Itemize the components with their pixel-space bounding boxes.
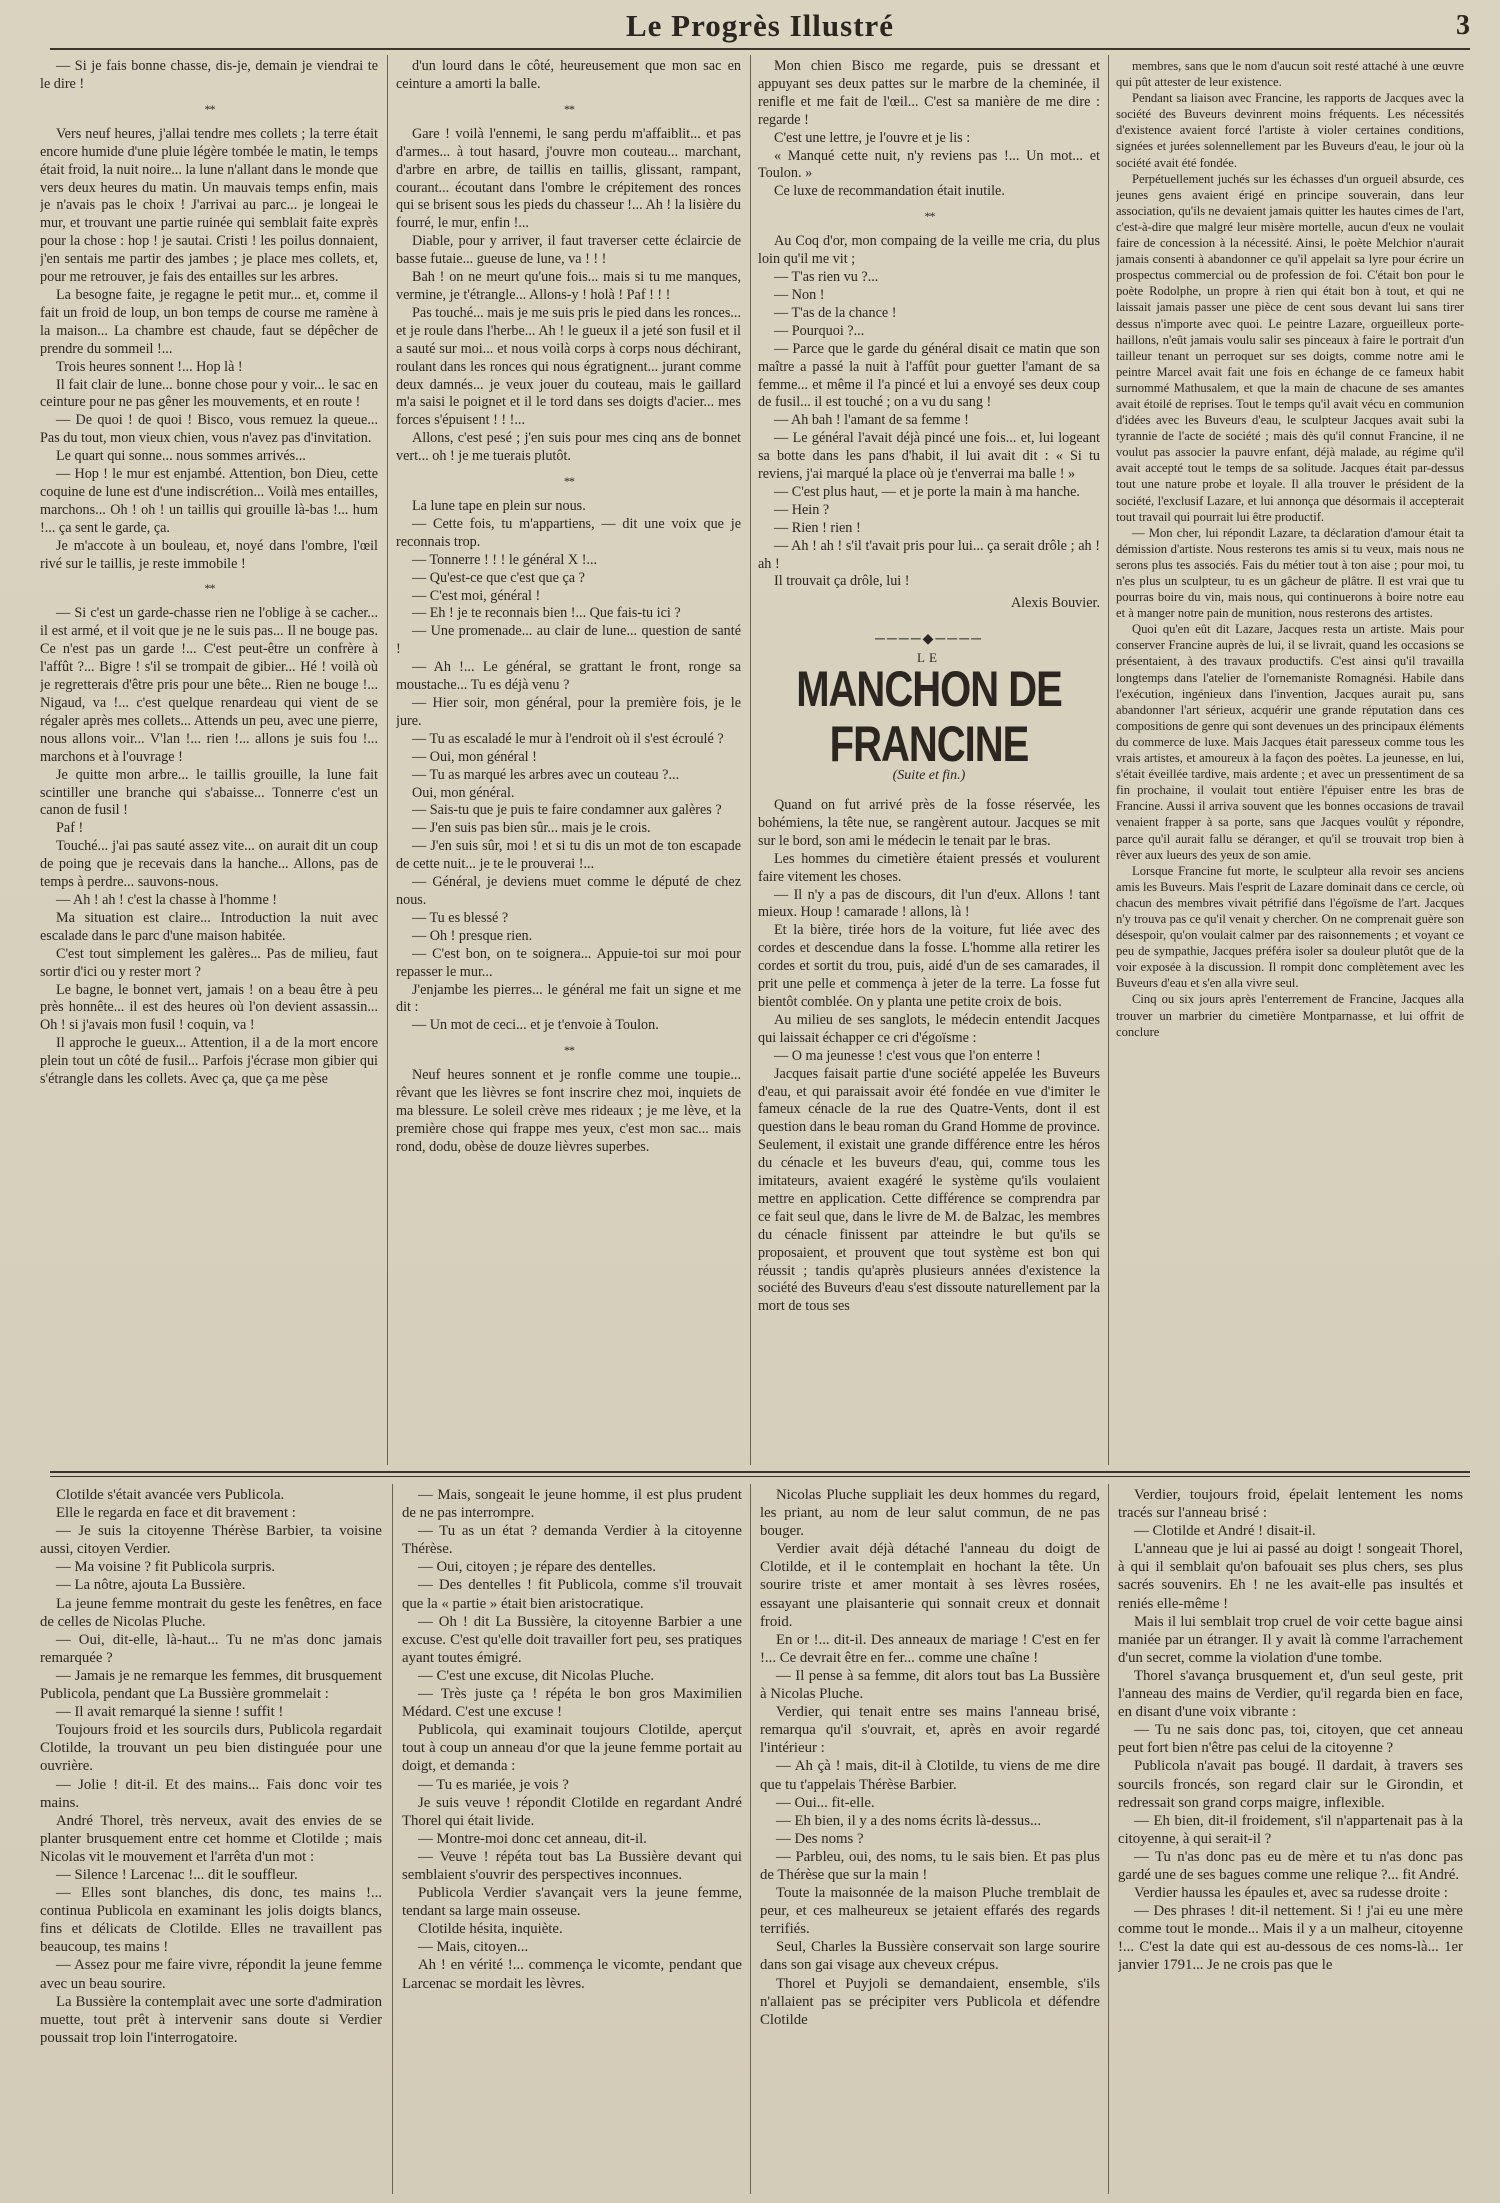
paragraph: — Clotilde et André ! disait-il. [1134,1523,1316,1540]
story-headline [758,631,1100,785]
paragraph: Quoi qu'en eût dit Lazare, Jacques resta un artiste. Mais pour conserver Francine auprès de lui, il se livrait, quand les occasions se présentaient, à des travaux productifs. C'est ainsi qu'il travailla longtemps dans l'atelier de l'ornemaniste Romagnési. Habile dans l'exécution, ingénieux dans l'invention, Jacques aurait pu, sans abandonner l'art sérieux, acquérir une grande réputation dans ces compositions de genre qui sont devenues un des principaux éléments du commerce de luxe. Mais Jacques était paresseux comme tous les vrais artistes, et amoureux à la façon des poètes. La jeunesse, en lui, s'était éveillée tardive, mais ardente ; et avec un pressentiment de sa fin prochaine, il voulait tout entière l'épuiser entre les bras de Francine. Aussi il arriva souvent que les bonnes occasions de travail venaient frapper à sa porte, sans que Jacques voulût y répondre, parce qu'il aurait fallu se déranger, et qu'il se trouvait trop bien à rêver aux lueurs des yeux de son amie. [1116,622,1464,862]
paragraph: C'est une lettre, je l'ouvre et je lis : [774,129,971,146]
paragraph: — Si je fais bonne chasse, dis-je, demain je viendrai te le dire ! [40,58,378,92]
column-divider [387,55,388,1465]
paragraph: Paf ! [56,820,84,837]
paragraph: — Ah çà ! mais, dit-il à Clotilde, tu viens de me dire que tu t'appelais Thérèse Barbier. [760,1758,1100,1793]
paragraph: Pas touché... mais je me suis pris le pied dans les ronces... et je roule dans l'herbe... Ah ! le gueux il a jeté son fusil et il a sauté sur moi... et nous voilà corps à corps nous déchirant, roulant dans les ronces qui nous égratignent... jurant comme deux damnés... je veux jouer du couteau, mais le gaillard m'a saisi le poignet et il le tord dans ses doigts d'acier... mes forces s'épuisent ! ! !... [396,304,741,429]
paragraph: — De quoi ! de quoi ! Bisco, vous remuez la queue... Pas du tout, mon vieux chien, vous n'avez pas d'invitation. [40,412,378,447]
paragraph: — Eh bien, dit-il froidement, s'il n'appartenait pas à la citoyenne, à qui serait-il ? [1118,1812,1463,1847]
paragraph: Touché... j'ai pas sauté assez vite... on aurait dit un coup de poing que je recevais dans la hanche... Allons, pas de temps à perdre... sauvons-nous. [40,838,378,891]
section-separator: * * [204,581,214,596]
paragraph: — C'est bon, on te soignera... Appuie-toi sur moi pour repasser le mur... [396,945,741,980]
paragraph: — Il pense à sa femme, dit alors tout bas La Bussière à Nicolas Pluche. [760,1667,1100,1703]
paragraph: Toute la maisonnée de la maison Pluche tremblait de peur, et ces malheureux se jetaient effarés des regards terrifiés. [760,1885,1100,1938]
paragraph: — Qu'est-ce que c'est que ça ? [412,569,585,586]
column-divider [1108,55,1109,1465]
column-divider [392,1484,393,2194]
paragraph: Bah ! on ne meurt qu'une fois... mais si tu me manques, vermine, je t'étrangle... Allons-y ! holà ! Paf ! ! ! [396,269,741,303]
header-rule [50,48,1470,50]
paragraph: André Thorel, très nerveux, avait des envies de se planter brusquement entre cet homme et Clotilde ; mais Nicolas vit le mouvement et l'arrêta d'un mot : [40,1812,382,1865]
paragraph: — Mais, citoyen... [418,1939,529,1956]
paragraph: — T'as de la chance ! [774,304,897,321]
paragraph: — Des dentelles ! fit Publicola, comme s'il trouvait que la « partie » était bien aristocratique. [402,1577,742,1612]
paragraph: Il trouvait ça drôle, lui ! [774,573,910,590]
paragraph: — Tonnerre ! ! ! le général X !... [412,551,598,568]
paragraph: — Oh ! presque rien. [412,927,533,944]
paragraph: Ma situation est claire... Introduction la nuit avec escalade dans le parc d'une maison habitée. [40,909,378,944]
paragraph: — Eh bien, il y a des noms écrits là-dessus... [776,1812,1042,1829]
section-rule [50,1471,1470,1473]
paragraph: Verdier, toujours froid, épelait lentement les noms tracés sur l'anneau brisé : [1118,1487,1463,1522]
article-column-4 [1116,58,1464,1463]
paragraph: — Rien ! rien ! [774,519,861,536]
paragraph: J'enjambe les pierres... le général me fait un signe et me dit : [396,981,741,1016]
section-separator: * * [564,1043,573,1058]
paragraph: — Silence ! Larcenac !... dit le souffleur. [56,1866,298,1883]
paragraph: Oui, mon général. [412,784,515,801]
paragraph: Je suis veuve ! répondit Clotilde en regardant André Thorel qui était livide. [402,1794,742,1829]
paragraph: — C'est une excuse, dit Nicolas Pluche. [418,1667,655,1684]
masthead [50,6,1470,46]
paragraph: Thorel et Puyjoli se demandaient, ensemble, s'ils n'allaient pas se précipiter vers Publicola et défendre Clotilde [760,1975,1100,2028]
paragraph: Clotilde hésita, inquiète. [418,1921,563,1938]
paragraph: — Non ! [774,286,825,303]
paragraph: La jeune femme montrait du geste les fenêtres, en face de celles de Nicolas Pluche. [40,1595,382,1630]
paragraph: — Oui, dit-elle, là-haut... Tu ne m'as donc jamais remarquée ? [40,1631,382,1666]
paragraph: — Il n'y a pas de discours, dit l'un d'eux. Allons ! tant mieux. Houp ! camarade ! allons, là ! [758,886,1100,921]
feuilleton-column-1 [40,1486,382,2198]
paragraph: — Des phrases ! dit-il nettement. Si ! j'ai eu une mère comme tout le monde... Mais il y a un malheur, citoyenne !... C'est la date qui est au-dessous de ces noms-là... 1er janvier 1791... Je ne crois pas que le [1118,1903,1463,1974]
paragraph: Les hommes du cimetière étaient pressés et voulurent faire vitement les choses. [758,850,1100,885]
headline-subtitle: (Suite et fin.) [892,768,966,784]
paragraph: — C'est plus haut, — et je porte la main à ma hanche. [774,483,1080,500]
paragraph: Diable, pour y arriver, il faut traverser cette éclaircie de basse futaie... gueuse de lune, va ! ! ! [396,233,741,268]
author-signature: Alexis Bouvier. [1010,595,1100,612]
column-divider [750,1484,751,2194]
paragraph: — Sais-tu que je puis te faire condamner aux galères ? [412,802,722,819]
paragraph: — Tu as marqué les arbres avec un couteau ?... [412,766,680,783]
paragraph: Je m'accote à un bouleau, et, noyé dans l'ombre, l'œil rivé sur le taillis, je reste immobile ! [40,537,378,572]
newspaper-title: Le Progrès Illustré [625,8,895,43]
paragraph: La lune tape en plein sur nous. [412,498,586,515]
paragraph: — O ma jeunesse ! c'est vous que l'on enterre ! [774,1047,1041,1064]
paragraph: Mon chien Bisco me regarde, puis se dressant et appuyant ses deux pattes sur le marbre de la cheminée, il renifle et me fait de l'œil... C'est sa manière de me dire : regarde ! [758,58,1100,128]
paragraph: Publicola Verdier s'avançait vers la jeune femme, tendant sa large main osseuse. [402,1885,742,1920]
paragraph: — Parbleu, oui, des noms, tu le sais bien. Et pas plus de Thérèse que sur la main ! [760,1848,1100,1883]
paragraph: Ah ! en vérité !... commença le vicomte, pendant que Larcenac se mordait les lèvres. [402,1957,742,1992]
paragraph: — Tu es mariée, je vois ? [418,1776,569,1793]
paragraph: — J'en suis pas bien sûr... mais je le crois. [412,820,651,837]
paragraph: — Oui, citoyen ; je répare des dentelles. [418,1559,656,1576]
paragraph: — Tu ne sais donc pas, toi, citoyen, que cet anneau peut fort bien n'être pas celui de la citoyenne ? [1118,1722,1463,1757]
paragraph: Trois heures sonnent !... Hop là ! [56,358,243,375]
paragraph: — Elles sont blanches, dis donc, tes mains !... continua Publicola en examinant les jolis doigts blancs, fins et délicats de Clotilde. Elles ne travaillent pas beaucoup, tes mains ! [40,1885,382,1956]
section-rule-thin [50,1476,1470,1477]
feuilleton-column-3 [760,1486,1100,2198]
paragraph: Je quitte mon arbre... le taillis grouille, la lune fait scintiller une branche qui s'abaisse... Tonnerre c'est un canon de fusil ! [40,766,378,819]
paragraph: Il approche le gueux... Attention, il a de la mort encore plein tout un côté de fusil... Parfois j'écrase mon gibier qui s'étrangle dans les collets. Avec ça, que ça me pèse [40,1035,378,1088]
paragraph: La besogne faite, je regagne le petit mur... et, comme il fait un froid de loup, un bon temps de course me ramène à la maison... La chambre est chaude, faut se dépêcher de prendre du sommeil !... [40,286,378,357]
article-column-1 [40,58,378,1463]
column-divider [1108,1484,1109,2194]
paragraph: membres, sans que le nom d'aucun soit resté attaché à une œuvre qui pût attester de leur existence. [1116,59,1464,90]
page-number: 3 [1456,10,1470,41]
paragraph: — Tu as escaladé le mur à l'endroit où il s'est écroulé ? [412,730,724,747]
paragraph: — Assez pour me faire vivre, répondit la jeune femme avec un beau sourire. [40,1957,382,1992]
article-column-2 [396,58,741,1463]
paragraph: Verdier avait déjà détaché l'anneau du doigt de Clotilde, et il le contemplait en hochant la tête. Un sourire triste et amer montait à ses lèvres rosées, essayant une plaisanterie qui sonnait creux et donnait froid. [760,1541,1100,1630]
paragraph: — Ah bah ! l'amant de sa femme ! [774,412,969,429]
paragraph: — Hier soir, mon général, pour la première fois, je le jure. [396,695,741,729]
paragraph: — Général, je deviens muet comme le député de chez nous. [396,874,741,908]
section-separator: * * [564,474,573,489]
paragraph: — La nôtre, ajouta La Bussière. [56,1577,246,1594]
paragraph: Au Coq d'or, mon compaing de la veille me cria, du plus loin qu'il me vit ; [758,233,1100,268]
paragraph: — Montre-moi donc cet anneau, dit-il. [418,1830,647,1847]
paragraph: — Hein ? [774,501,830,518]
paragraph: Gare ! voilà l'ennemi, le sang perdu m'affaiblit... et pas d'armes... à tout hasard, j'ouvre mon couteau... marchant, d'arbre en arbre, de taillis en taillis, glissant, rampant, courant... écoutant dans l'ombre le crépitement des ronces qui se brisent sous les pieds du chasseur !... Ah ! la lisière du fourré, le mur, enfin !... [396,125,741,232]
paragraph: — Le général l'avait déjà pincé une fois... et, lui logeant sa botte dans les pans d'habit, il lui avait dit : « Si tu reviens, j'ai marqué la place où je t'enverrai ma balle ! » [758,430,1100,483]
paragraph: — Si c'est un garde-chasse rien ne l'oblige à se cacher... il est armé, et il voit que je ne le suis pas... Il ne bouge pas. Ce n'est pas un garde !... C'est peut-être un confrère à l'affût ?... Bigre ! s'il se trompait de gibier... Hé ! voilà où je regretterais d'être pris pour une bête... Rien ne bouge !... Nigaud, va !... c'est quelque renardeau qui vient de se régaler après mes collets... Attends un peu, avec une pierre, nous allons voir... V'lan !... rien !... allons je suis fou !... marchons et à l'ouvrage ! [40,605,378,765]
paragraph: — Jamais je ne remarque les femmes, dit brusquement Publicola, pendant que La Bussière grommelait : [40,1667,382,1703]
ornament: ────◆──── [874,632,984,648]
paragraph: — Pourquoi ?... [774,322,865,339]
paragraph: — Mon cher, lui répondit Lazare, ta déclaration d'amour était ta démission d'artiste. Nous resterons tes amis si tu veux, mais nous ne serons plus tes associés. Fais du métier tout à ton aise ; pour moi, tu n'es plus un sculpteur, tu es un gâcheur de plâtre. Il est vrai que tu pourras boire du vin, mais nous, qui continuerons à boire notre eau et à manger notre pain de munition, nous resterons des artistes. [1116,525,1464,621]
paragraph: Vers neuf heures, j'allai tendre mes collets ; la terre était encore humide d'une pluie légère tombée le matin, le temps était froid, la nuit noire... la lune n'allant dans le monde que vers deux heures du matin. Un mauvais temps enfin, mais je n'avais pas le choix ! J'arrivai au parc... je longeai le mur, et trouvant une partie ruinée qui semblait faite exprès pour la chose : hop ! je sautai. Cristi ! les poilus donnaient, j'en sentais me partir des jambes ; je place mes collets, et, pour me retrouver, je fais des entailles sur les arbres. [40,125,378,286]
paragraph: — Ma voisine ? fit Publicola surpris. [56,1559,276,1576]
paragraph: La Bussière la contemplait avec une sorte d'admiration muette, tout prêt à intervenir sans doute si Verdier poussait trop loin l'interrogatoire. [40,1993,382,2046]
paragraph: Toujours froid et les sourcils durs, Publicola regardait Clotilde, la trouvant un peu bien distinguée pour une ouvrière. [40,1722,382,1775]
paragraph: — Un mot de ceci... et je t'envoie à Toulon. [412,1017,659,1034]
paragraph: Le quart qui sonne... nous sommes arrivés... [56,448,306,465]
paragraph: Au milieu de ses sanglots, le médecin entendit Jacques qui laissait échapper ce cri d'égoïsme : [758,1011,1100,1046]
paragraph: Verdier haussa les épaules et, avec sa rudesse droite : [1134,1885,1448,1902]
paragraph: Jacques faisait partie d'une société appelée les Buveurs d'eau, et qui paraissait avoir été fondée en vue d'imiter le fameux cénacle de la rue des Quatre-Vents, dont il est question dans le beau roman du Grand Homme de province. Seulement, il existait une grande différence entre les héros du cénacle et les buveurs d'eau, qui, comme tous les imitateurs, avaient exagéré le système qu'ils voulaient mettre en application. Cette différence se comprendra par ce fait seul que, dans le livre de M. de Balzac, les membres du cénacle finissent par atteindre le but qu'ils se proposaient, et prouvent que tout système est bon qui réussit ; tandis qu'après plusieurs années d'existence la société des Buveurs d'eau s'est dissoute naturellement par la mort de tous ses [758,1065,1100,1315]
paragraph: Cinq ou six jours après l'enterrement de Francine, Jacques alla trouver un marbrier du cimetière Montparnasse, et lui offrit de conclure [1116,992,1464,1039]
paragraph: Pendant sa liaison avec Francine, les rapports de Jacques avec la société des Buveurs devinrent moins fréquents. Les nécessités d'existence avaient forcé l'artiste à violer certaines conditions, signées et jurées solennellement par les Buveurs d'eau, le jour où la société avait été fondée. [1116,91,1464,170]
paragraph: Ce luxe de recommandation était inutile. [774,183,1005,200]
paragraph: — Parce que le garde du général disait ce matin que son maître a passé la nuit à l'affût pour guetter l'amant de sa femme... et même il l'a pincé et lui a envoyé ses deux coup de fusil... il est touché ; on a vu du sang ! [758,340,1100,411]
feuilleton-column-2 [402,1486,742,2198]
paragraph: — Une promenade... au clair de lune... question de santé ! [396,623,741,658]
paragraph: — J'en suis sûr, moi ! et si tu dis un mot de ton escapade de cette nuit... je te le prouverai !... [396,838,741,873]
paragraph: Le bagne, le bonnet vert, jamais ! on a beau être à peu près honnête... il est des heures où l'on devient assassin... Oh ! si j'avais mon fusil ! coquin, va ! [40,981,378,1034]
paragraph: — Je suis la citoyenne Thérèse Barbier, ta voisine aussi, citoyen Verdier. [40,1523,382,1558]
paragraph: — Tu n'as donc pas eu de mère et tu n'as donc pas gardé une de ses bagues comme une relique ?... fit André. [1118,1848,1463,1883]
article-column-3 [758,58,1100,1463]
paragraph: Publicola n'avait pas bougé. Il dardait, à travers ses sourcils froncés, son regard clair sur le Girondin, et redressait son grand corps maigre, inflexible. [1118,1758,1463,1811]
paragraph: Lorsque Francine fut morte, le sculpteur alla revoir ses anciens amis les Buveurs. Mais l'esprit de Lazare dominait dans ce cercle, où chacun des membres vivait pétrifié dans l'égoïsme de l'art. Jacques n'y trouva pas ce qu'il venait y chercher. On ne comprenait guère son désespoir, qu'on voulait calmer par des raisonnements ; et voyant ce peu de sympathie, Jacques préféra isoler sa douleur plutôt que de la voir exposée à la discussion. Il rompit donc complètement avec les Buveurs d'eau et s'en alla vivre seul. [1116,863,1464,991]
paragraph: — Ah ! ah ! s'il t'avait pris pour lui... ça serait drôle ; ah ! ah ! [758,537,1100,572]
paragraph: — Eh ! je te reconnais bien !... Que fais-tu ici ? [412,605,681,622]
headline-title: MANCHON DE FRANCINE [796,662,1062,773]
paragraph: — C'est moi, général ! [412,587,541,604]
paragraph: — Très juste ça ! répéta le bon gros Maximilien Médard. C'est une excuse ! [402,1686,742,1721]
paragraph: — Mais, songeait le jeune homme, il est plus prudent de ne pas interrompre. [402,1487,742,1522]
section-separator: * * [564,101,573,116]
paragraph: Nicolas Pluche suppliait les deux hommes du regard, les priant, au nom de leur salut commun, de ne pas bouger. [760,1487,1100,1540]
paragraph: Mais il lui semblait trop cruel de voir cette bague ainsi maniée par un étranger. Il y avait là comme l'arrachement d'un secret, comme la violation d'une tombe. [1118,1613,1463,1666]
paragraph: — Veuve ! répéta tout bas La Bussière devant qui semblaient s'ouvrir des perspectives inconnues. [402,1848,742,1883]
column-divider [750,55,751,1465]
paragraph: Seul, Charles la Bussière conservait son large sourire dans son gai visage aux cheveux crépus. [760,1939,1100,1974]
paragraph: Allons, c'est pesé ; j'en suis pour mes cinq ans de bonnet vert... oh ! je me tuerais plutôt. [396,430,741,465]
story2-text [758,797,1100,1316]
paragraph: Il fait clair de lune... bonne chose pour y voir... le sac en ceinture pour ne pas gêner les mouvements, et en route ! [40,376,378,411]
paragraph: — Cette fois, tu m'appartiens, — dit une voix que je reconnais trop. [396,515,741,550]
paragraph: Thorel s'avança brusquement et, d'un seul geste, prit l'anneau des mains de Verdier, qu'il regarda bien en face, en disant d'une voix vibrante : [1118,1667,1463,1721]
paragraph: L'anneau que je lui ai passé au doigt ! songeait Thorel, à qui il semblait qu'on bafouait ses plus chers, ses plus sacrés souvenirs. Eh ! ne les avait-elle pas insultés et reniés elle-même ! [1118,1541,1463,1612]
story-ending [758,58,1100,591]
headline-kicker: LE [917,650,941,666]
section-separator: * * [924,209,934,224]
paragraph: En or !... dit-il. Des anneaux de mariage ! C'est en fer !... Ce devrait être en fer... comme une chaîne ! [760,1631,1100,1666]
paragraph: — Ah !... Le général, se grattant le front, ronge sa moustache... Tu es déjà venu ? [396,659,741,694]
paragraph: — Des noms ? [776,1830,864,1847]
paragraph: — T'as rien vu ?... [774,269,879,286]
paragraph: — Ah ! ah ! c'est la chasse à l'homme ! [56,891,278,908]
paragraph: — Il avait remarqué la sienne ! suffit ! [56,1704,284,1721]
paragraph: Et la bière, tirée hors de la voiture, fut liée avec des cordes et descendue dans la fosse. L'homme alla retirer les cordes et sortit du trou, puis, aidé d'un de ses camarades, il prit une pelle et commença à jeter de la terre. La fosse fut bientôt comblée. On y planta une petite croix de bois. [758,922,1100,1010]
paragraph: Clotilde s'était avancée vers Publicola. [56,1487,285,1503]
paragraph: — Oui... fit-elle. [776,1794,875,1811]
paragraph: — Oh ! dit La Bussière, la citoyenne Barbier a une excuse. C'est qu'elle doit travailler fort peu, ses pratiques ayant toutes émigré. [402,1613,742,1666]
paragraph: Quand on fut arrivé près de la fosse réservée, les bohémiens, la tête nue, se rangèrent autour. Jacques se mit sur le bord, son ami le médecin le tenait par le bras. [758,797,1100,849]
paragraph: — Tu es blessé ? [412,909,509,926]
paragraph: — Tu as un état ? demanda Verdier à la citoyenne Thérèse. [402,1523,742,1558]
section-separator: * * [204,101,214,116]
paragraph: Publicola, qui examinait toujours Clotilde, aperçut tout à coup un anneau d'or que la jeune femme portait au doigt, et demanda : [402,1722,742,1775]
paragraph: Elle le regarda en face et dit bravement : [56,1505,296,1522]
paragraph: Perpétuellement juchés sur les échasses d'un orgueil absurde, ces jeunes gens avaient érigé en principe souverain, dans leur association, qu'ils ne devaient jamais quitter les hautes cimes de l'art, c'est-à-dire que malgré leur misère mortelle, aucun d'eux ne voulait faire de concession à la nécessité. Ainsi, le poète Melchior n'aurait jamais consenti à abandonner ce qu'il appelait sa lyre pour écrire un prospectus commercial ou de profession de foi. C'était bon pour le poète Rodolphe, un propre à rien qui était bon à tout, et qui ne laissait jamais passer une pièce de cent sous devant lui sans tirer dessus n'importe avec quoi. Le peintre Lazare, orgueilleux porte-haillons, n'eût jamais voulu salir ses pinceaux à faire le portrait d'un tailleur tenant un perroquet sur ses doigts, comme notre ami le peintre Marcel avait fait une fois en échange de ce fameux habit surnommé Mathusalem, et que la main de chacune de ses amantes avait étoilé de reprises. Tout le temps qu'il avait vécu en communion d'idées avec les Buveurs d'eau, le sculpteur Jacques avait subi la tyrannie de l'acte de société ; mais dès qu'il connut Francine, il ne voulut pas associer la pauvre enfant, déjà malade, au régime qu'il avait accepté tout le temps de sa solitude. Jacques était par-dessus tout une nature probe et loyale. Il alla trouver le président de la société, l'exclusif Lazare, et lui annonça que désormais il accepterait tout travail qui pourrait lui être productif. [1116,171,1464,524]
paragraph: « Manqué cette nuit, n'y reviens pas !... Un mot... et Toulon. » [758,147,1100,182]
paragraph: Verdier, qui tenait entre ses mains l'anneau brisé, remarqua qu'il s'ouvrait, et, après en avoir regardé l'intérieur : [760,1704,1100,1757]
paragraph: — Jolie ! dit-il. Et des mains... Fais donc voir tes mains. [40,1776,382,1811]
paragraph: Neuf heures sonnent et je ronfle comme une toupie... rêvant que les lièvres se font inscrire chez moi, inquiets de ma blessure. Le soleil crève mes rideaux ; je me lève, et la première chose qui frappe mes yeux, c'est mon sac... mais rond, dodu, obèse de douze lièvres superbes. [396,1067,741,1155]
paragraph: d'un lourd dans le côté, heureusement que mon sac en ceinture a amorti la balle. [396,58,741,92]
paragraph: — Oui, mon général ! [412,748,537,765]
paragraph: C'est tout simplement les galères... Pas de milieu, faut sortir d'ici ou y rester mort ? [40,945,378,980]
paragraph: — Hop ! le mur est enjambé. Attention, bon Dieu, cette coquine de lune est d'une indiscrétion... Voilà mes entailles, marchons... Oh ! oh ! un taillis qui grouille là-bas !... hum !... ça sent le garde, ça. [40,466,378,536]
feuilleton-column-4 [1118,1486,1463,2198]
